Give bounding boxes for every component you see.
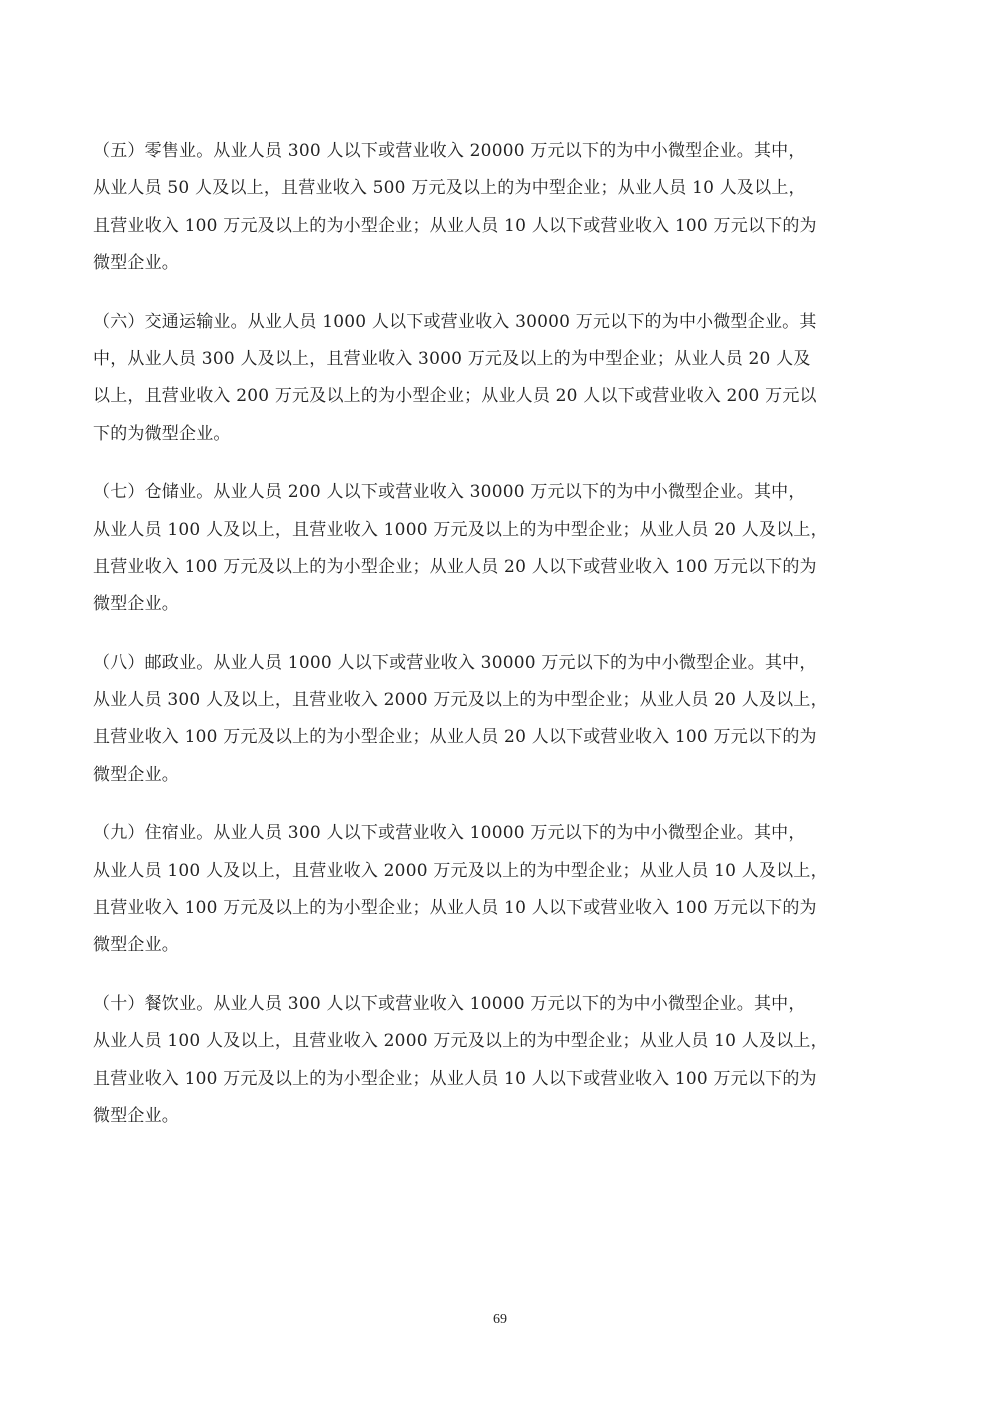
text-line: 微型企业。 [93,1105,179,1126]
text-line: 微型企业。 [93,253,179,274]
text-line: （六）交通运输业。从业人员 1000 人以下或营业收入 30000 万元以下的为中小微型企业。其 [93,311,817,332]
paragraph-accommodation [93,815,913,965]
text-line: 且营业收入 100 万元及以上的为小型企业；从业人员 10 人以下或营业收入 100 万元以下的为 [93,215,817,236]
text-line: 以上，且营业收入 200 万元及以上的为小型企业；从业人员 20 人以下或营业收入 200 万元以 [93,386,817,407]
text-line: 从业人员 100 人及以上，且营业收入 2000 万元及以上的为中型企业；从业人员 10 人及以上， [93,1031,828,1052]
page-number: 69 [493,1312,507,1327]
text-line: 且营业收入 100 万元及以上的为小型企业；从业人员 10 人以下或营业收入 100 万元以下的为 [93,898,817,919]
paragraph-warehousing [93,474,913,624]
document-body [93,133,913,1156]
text-line: 从业人员 50 人及以上，且营业收入 500 万元及以上的为中型企业；从业人员 10 人及以上， [93,178,806,199]
paragraph-postal [93,645,913,795]
text-line: 从业人员 300 人及以上，且营业收入 2000 万元及以上的为中型企业；从业人员 20 人及以上， [93,690,828,711]
text-line: 微型企业。 [93,764,179,785]
text-line: 且营业收入 100 万元及以上的为小型企业；从业人员 20 人以下或营业收入 100 万元以下的为 [93,556,817,577]
text-line: 从业人员 100 人及以上，且营业收入 2000 万元及以上的为中型企业；从业人员 10 人及以上， [93,860,828,881]
paragraph-retail [93,133,913,283]
text-line: （八）邮政业。从业人员 1000 人以下或营业收入 30000 万元以下的为中小微型企业。其中， [93,652,817,673]
text-line: 且营业收入 100 万元及以上的为小型企业；从业人员 10 人以下或营业收入 100 万元以下的为 [93,1068,817,1089]
paragraph-transport [93,304,913,454]
text-line: 下的为微型企业。 [93,423,231,444]
text-line: （十）餐饮业。从业人员 300 人以下或营业收入 10000 万元以下的为中小微型企业。其中， [93,993,806,1014]
text-line: 从业人员 100 人及以上，且营业收入 1000 万元及以上的为中型企业；从业人员 20 人及以上， [93,519,828,540]
paragraph-catering [93,986,913,1136]
text-line: （九）住宿业。从业人员 300 人以下或营业收入 10000 万元以下的为中小微型企业。其中， [93,823,806,844]
text-line: 微型企业。 [93,935,179,956]
text-line: 且营业收入 100 万元及以上的为小型企业；从业人员 20 人以下或营业收入 100 万元以下的为 [93,727,817,748]
text-line: 中，从业人员 300 人及以上，且营业收入 3000 万元及以上的为中型企业；从业人员 20 人及 [93,348,811,369]
text-line: （七）仓储业。从业人员 200 人以下或营业收入 30000 万元以下的为中小微型企业。其中， [93,482,806,503]
text-line: （五）零售业。从业人员 300 人以下或营业收入 20000 万元以下的为中小微型企业。其中， [93,141,806,161]
text-line: 微型企业。 [93,594,179,615]
